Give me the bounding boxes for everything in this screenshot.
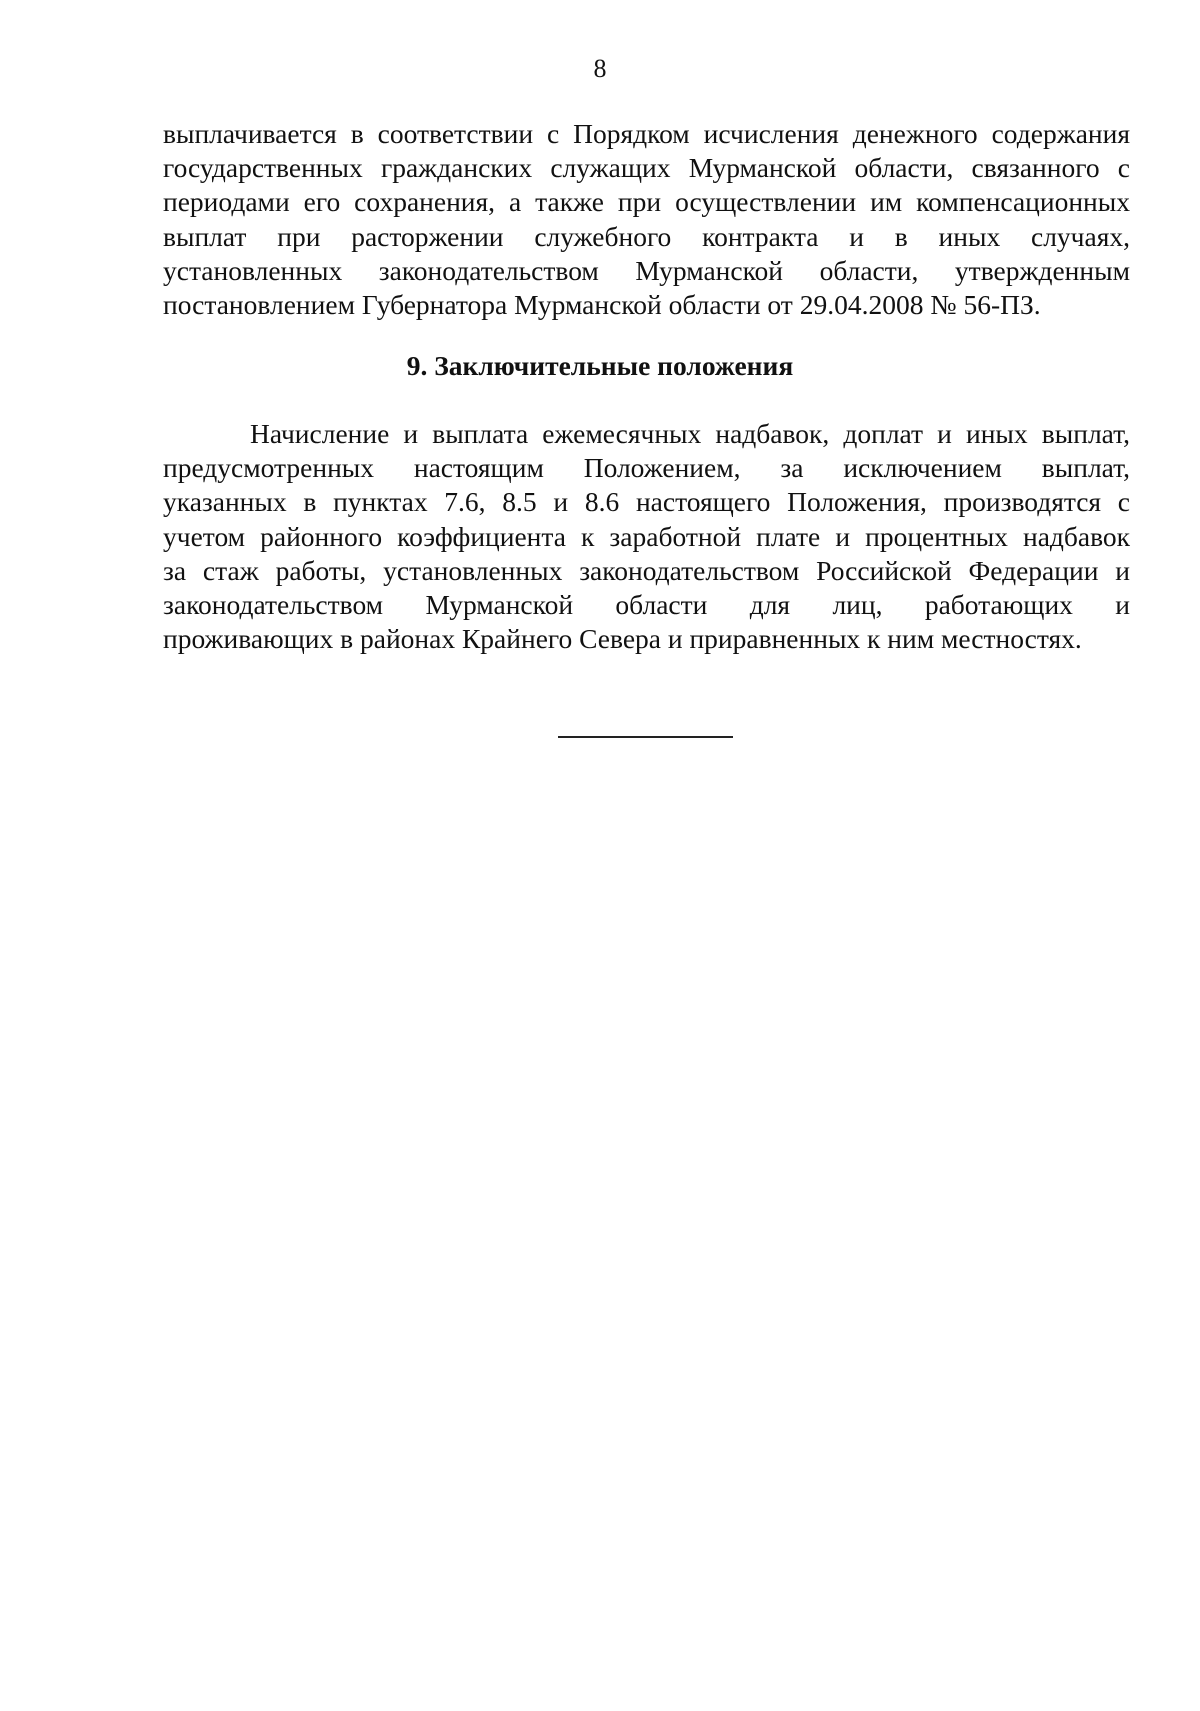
text-line: постановлением Губернатора Мурманской области от 29.04.2008 № 56-ПЗ. [163,289,1041,321]
text-line: выплачивается в соответствии с Порядком исчисления денежного содержания [163,118,1130,149]
text-line: периодами его сохранения, а также при осуществлении им компенсационных [163,186,1130,218]
page-number: 8 [593,54,607,83]
text-line: указанных в пунктах 7.6, 8.5 и 8.6 настоящего Положения, производятся с [163,486,1130,518]
text-line: законодательством Мурманской области для лиц, работающих и [163,589,1130,621]
text-line: за стаж работы, установленных законодательством Российской Федерации и [163,554,1130,586]
text-line: установленных законодательством Мурманской области, утвержденным [163,254,1130,286]
section-paragraph [163,417,1130,656]
text-line: проживающих в районах Крайнего Севера и приравненных к ним местностях. [163,623,1082,655]
end-divider-line [558,736,733,738]
text-line: Начисление и выплата ежемесячных надбавок, доплат и иных выплат, [250,418,1130,449]
text-line: предусмотренных настоящим Положением, за исключением выплат, [163,452,1130,484]
section-heading: 9. Заключительные положения [406,350,794,381]
text-line: выплат при расторжении служебного контракта и в иных случаях, [163,220,1130,252]
text-line: учетом районного коэффициента к заработной плате и процентных надбавок [163,520,1130,552]
text-line: государственных гражданских служащих Мурманской области, связанного с [163,152,1130,184]
paragraph-continuation [163,117,1130,322]
